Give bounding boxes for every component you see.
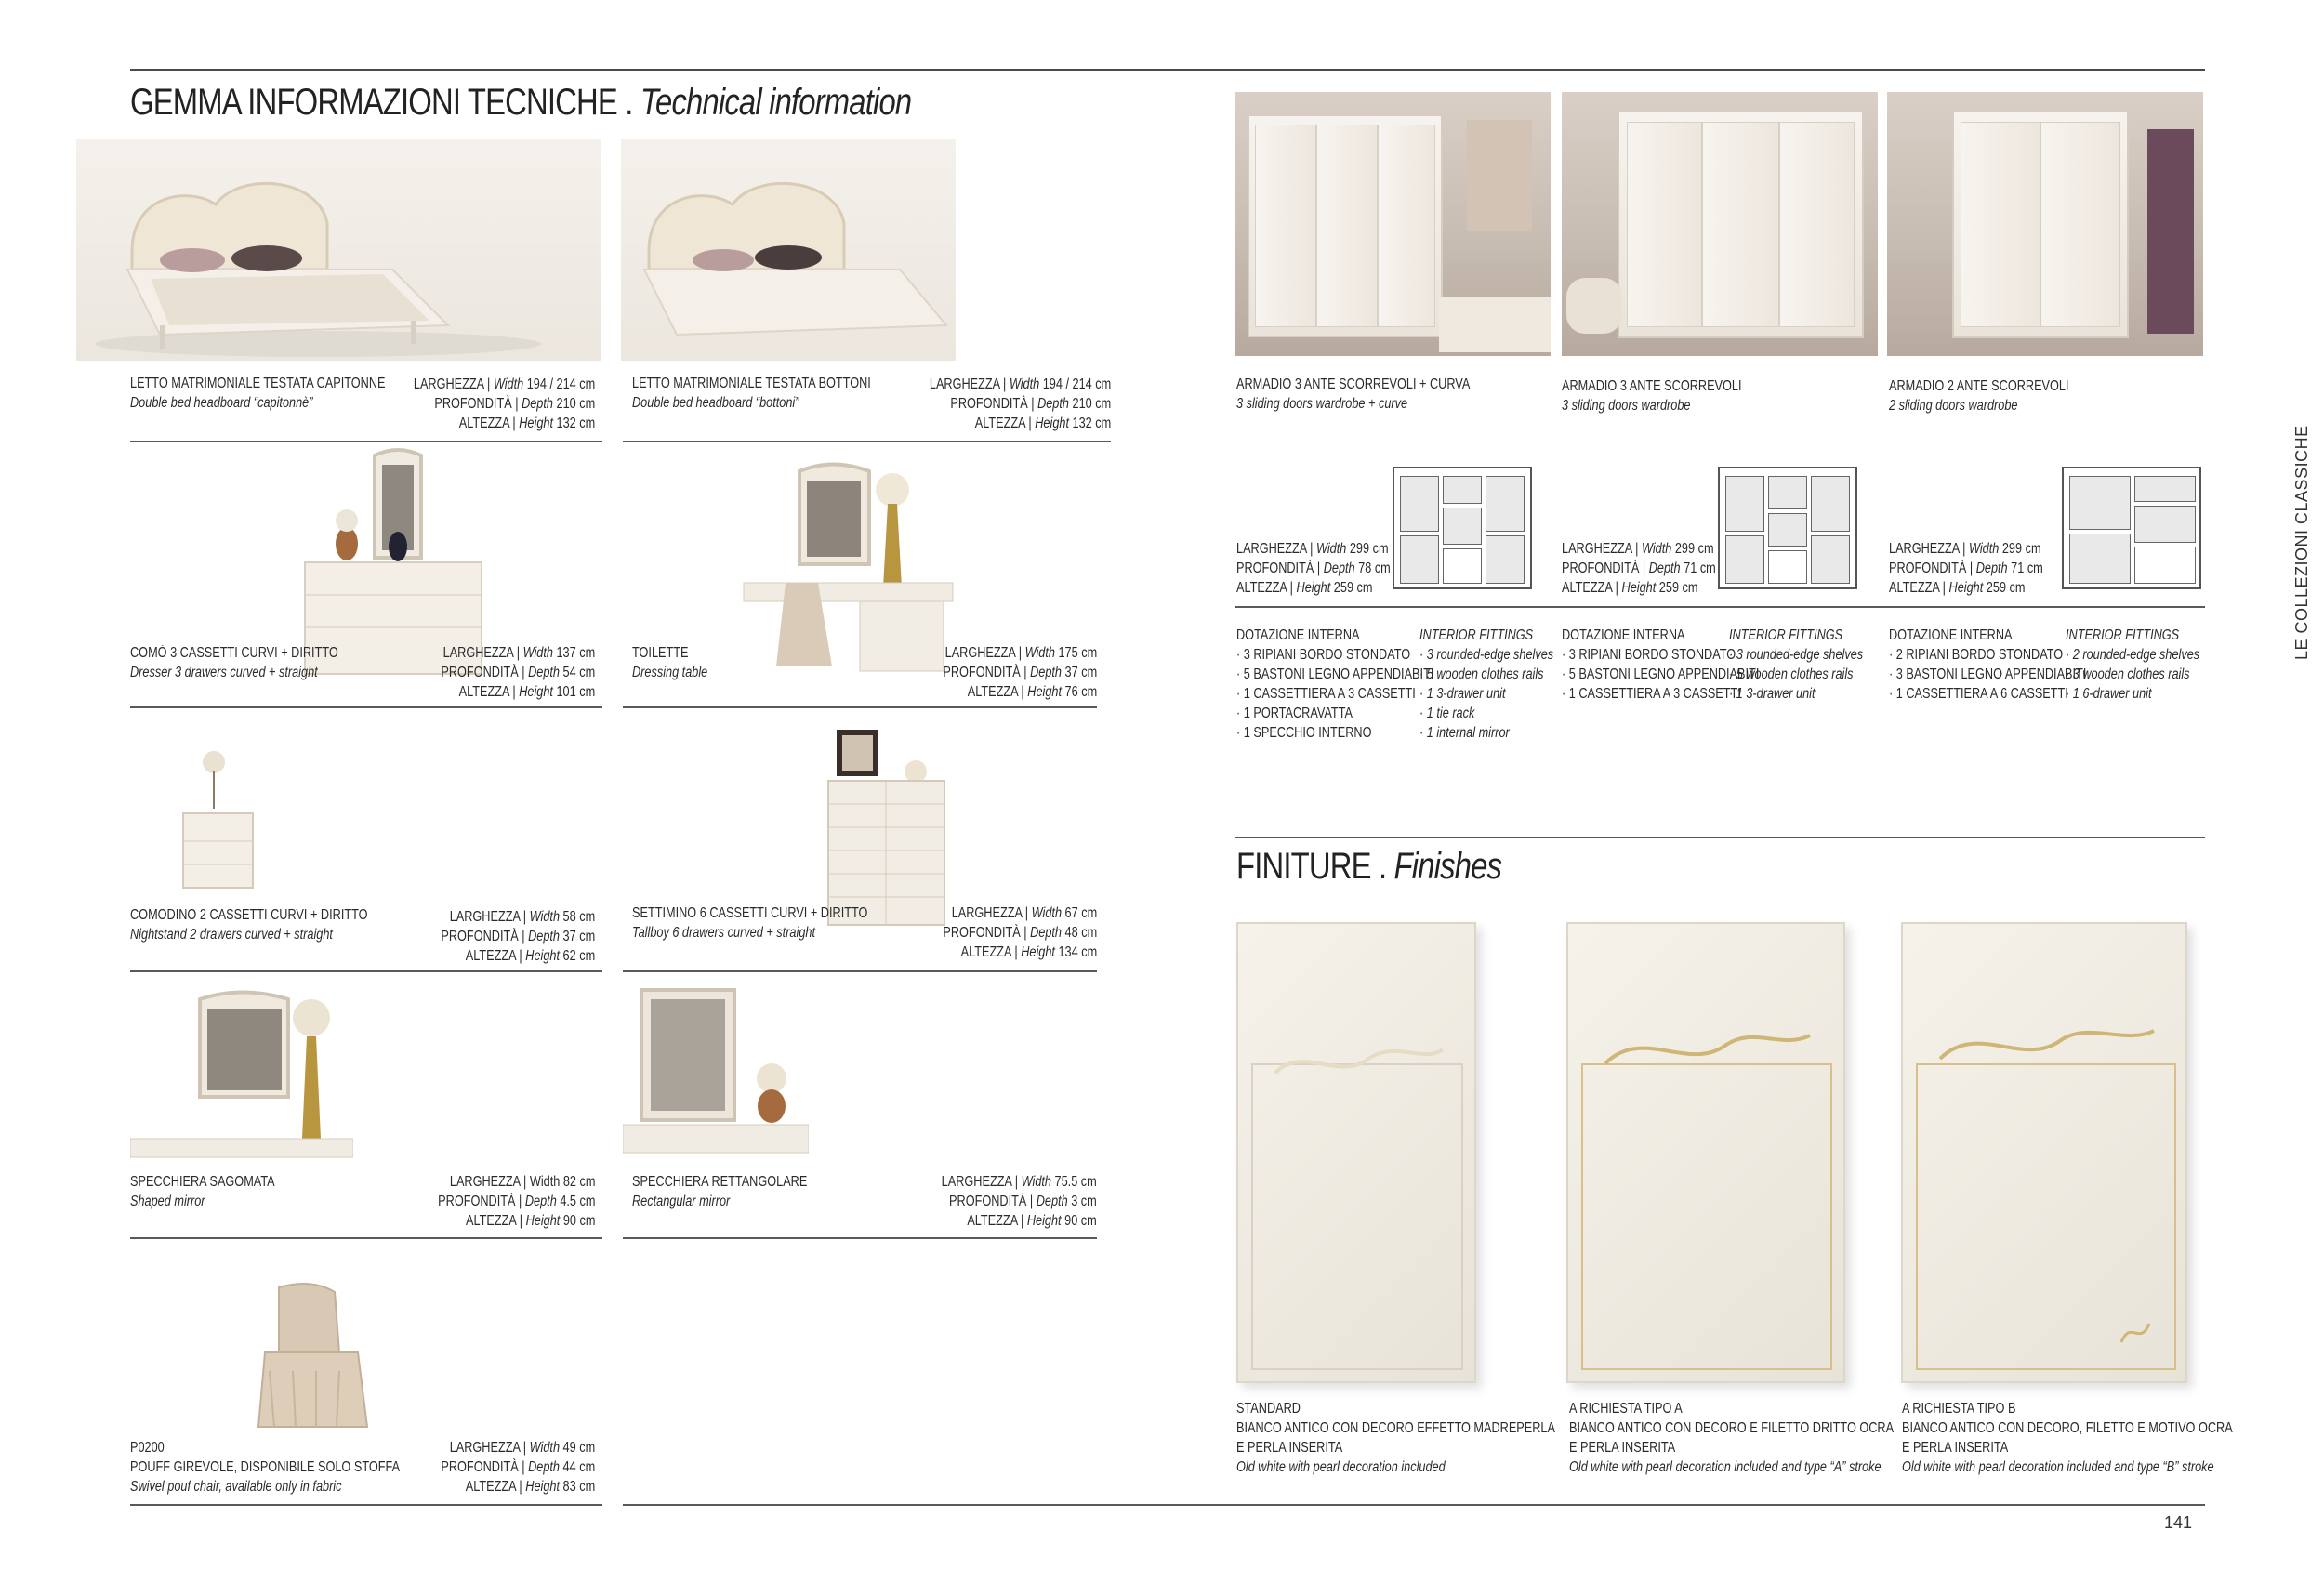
wardrobe-3-interior-diagram <box>2062 467 2201 589</box>
product-8-desc: Rectangular mirror <box>632 1193 731 1209</box>
product-9-desc: Swivel pouf chair, available only in fabric <box>130 1479 342 1495</box>
wardrobe-2-desc: 3 sliding doors wardrobe <box>1562 398 1691 414</box>
divider <box>623 1237 1097 1239</box>
product-3-name: COMÒ 3 CASSETTI CURVI + DIRITTO <box>130 645 338 661</box>
finishes-rule <box>1235 837 2205 838</box>
divider <box>130 441 602 442</box>
top-rule <box>130 69 2205 71</box>
product-4-dims: LARGHEZZA | Width 175 cm PROFONDITÀ | Depth 37 cm ALTEZZA | Height 76 cm <box>943 645 1097 700</box>
product-photo-bed-bottoni <box>621 139 956 361</box>
product-5-name: COMODINO 2 CASSETTI CURVI + DIRITTO <box>130 907 368 923</box>
wardrobe-2-interior-diagram <box>1718 467 1857 589</box>
wardrobe-3-dims: LARGHEZZA | Width 299 cm PROFONDITÀ | Depth 71 cm ALTEZZA | Height 259 cm <box>1889 541 2043 596</box>
product-9-name: POUFF GIREVOLE, DISPONIBILE SOLO STOFFA <box>130 1459 401 1475</box>
divider <box>130 706 602 708</box>
product-4-desc: Dressing table <box>632 665 708 680</box>
wardrobe-1-interior-diagram <box>1393 467 1532 589</box>
side-collection-label: LE COLLEZIONI CLASSICHE <box>2292 425 2311 660</box>
product-1-desc: Double bed headboard “capitonnè” <box>130 395 313 411</box>
product-8-name: SPECCHIERA RETTANGOLARE <box>632 1174 808 1190</box>
wardrobe-2-fittings-en: INTERIOR FITTINGS · 3 rounded-edge shelves · 5 wooden clothes rails · 1 3-drawer unit <box>1729 627 1864 702</box>
product-1-name: LETTO MATRIMONIALE TESTATA CAPITONNÈ <box>130 376 386 391</box>
product-photo-nightstand <box>172 744 265 892</box>
wardrobe-1-dims: LARGHEZZA | Width 299 cm PROFONDITÀ | Depth 78 cm ALTEZZA | Height 259 cm <box>1236 541 1391 596</box>
divider <box>623 706 1097 708</box>
product-3-dims: LARGHEZZA | Width 137 cm PROFONDITÀ | Depth 54 cm ALTEZZA | Height 101 cm <box>441 645 595 700</box>
product-5-desc: Nightstand 2 drawers curved + straight <box>130 927 333 943</box>
product-6-desc: Tallboy 6 drawers curved + straight <box>632 925 815 941</box>
wardrobe-3-name: ARMADIO 2 ANTE SCORREVOLI <box>1889 378 2069 394</box>
divider <box>130 1237 602 1239</box>
product-2-desc: Double bed headboard “bottoni” <box>632 395 799 411</box>
product-6-name: SETTIMINO 6 CASSETTI CURVI + DIRITTO <box>632 905 868 921</box>
wardrobe-2-dims: LARGHEZZA | Width 299 cm PROFONDITÀ | Depth 71 cm ALTEZZA | Height 259 cm <box>1562 541 1716 596</box>
finish-sample-standard <box>1236 922 1476 1383</box>
product-7-desc: Shaped mirror <box>130 1193 205 1209</box>
page-title: GEMMA INFORMAZIONI TECNICHE . Technical information <box>130 82 912 123</box>
divider <box>130 970 602 972</box>
product-2-name: LETTO MATRIMONIALE TESTATA BOTTONI <box>632 376 871 391</box>
finish-1-caption: STANDARD BIANCO ANTICO CON DECORO EFFETTO MADREPERLA E PERLA INSERITA Old white with pearl decoration included <box>1236 1401 1555 1475</box>
divider <box>623 441 1111 442</box>
product-7-name: SPECCHIERA SAGOMATA <box>130 1174 275 1190</box>
product-9-code: P0200 <box>130 1440 165 1456</box>
product-photo-toilette <box>730 457 962 690</box>
wardrobe-3-fittings-en: INTERIOR FITTINGS · 2 rounded-edge shelves · 3 wooden clothes rails · 1 6-drawer unit <box>2066 627 2200 702</box>
wardrobe-1-fittings-en: INTERIOR FITTINGS · 3 rounded-edge shelves · 5 wooden clothes rails · 1 3-drawer unit · 1 tie rack · 1 internal mirror <box>1419 627 1554 741</box>
divider <box>130 1504 602 1506</box>
finish-sample-tipo-a <box>1566 922 1845 1383</box>
wardrobe-1-name: ARMADIO 3 ANTE SCORREVOLI + CURVA <box>1236 376 1471 392</box>
page-number: 141 <box>2164 1513 2193 1532</box>
divider <box>623 970 1097 972</box>
wardrobe-2-fittings-it: DOTAZIONE INTERNA · 3 RIPIANI BORDO STONDATO · 5 BASTONI LEGNO APPENDIABITI · 1 CASSETTIERA A 3 CASSETTI <box>1562 627 1760 702</box>
product-photo-rect-mirror <box>623 985 809 1157</box>
product-2-dims: LARGHEZZA | Width 194 / 214 cm PROFONDITÀ | Depth 210 cm ALTEZZA | Height 132 cm <box>929 376 1111 431</box>
finish-3-caption: A RICHIESTA TIPO B BIANCO ANTICO CON DECORO, FILETTO E MOTIVO OCRA E PERLA INSERITA Old white with pearl decoration included and type “B” stroke <box>1902 1401 2233 1475</box>
finish-2-caption: A RICHIESTA TIPO A BIANCO ANTICO CON DECORO E FILETTO DRITTO OCRA E PERLA INSERITA Old white with pearl decoration included and type “A” stroke <box>1569 1401 1895 1475</box>
product-4-name: TOILETTE <box>632 645 689 661</box>
wardrobe-photo-2 <box>1562 92 1878 356</box>
wardrobe-1-desc: 3 sliding doors wardrobe + curve <box>1236 396 1408 412</box>
wardrobe-1-fittings-it: DOTAZIONE INTERNA · 3 RIPIANI BORDO STONDATO · 5 BASTONI LEGNO APPENDIABITI · 1 CASSETTIERA A 3 CASSETTI · 1 PORTACRAVATTA · 1 SPECCHIO INTERNO <box>1236 627 1434 741</box>
wardrobe-photo-1 <box>1235 92 1551 356</box>
wardrobe-2-name: ARMADIO 3 ANTE SCORREVOLI <box>1562 378 1742 394</box>
product-6-dims: LARGHEZZA | Width 67 cm PROFONDITÀ | Depth 48 cm ALTEZZA | Height 134 cm <box>943 905 1097 960</box>
divider <box>1235 606 2205 608</box>
bottom-rule <box>623 1504 2205 1506</box>
product-photo-bed-capitonne <box>76 139 601 361</box>
wardrobe-photo-3 <box>1887 92 2203 356</box>
product-3-desc: Dresser 3 drawers curved + straight <box>130 665 318 680</box>
product-8-dims: LARGHEZZA | Width 75.5 cm PROFONDITÀ | Depth 3 cm ALTEZZA | Height 90 cm <box>941 1174 1097 1229</box>
product-photo-tallboy <box>823 720 953 930</box>
product-photo-pouf-chair <box>251 1278 381 1434</box>
finish-sample-tipo-b <box>1901 922 2187 1383</box>
product-1-dims: LARGHEZZA | Width 194 / 214 cm PROFONDITÀ | Depth 210 cm ALTEZZA | Height 132 cm <box>413 376 595 431</box>
product-7-dims: LARGHEZZA | Width 82 cm PROFONDITÀ | Depth 4.5 cm ALTEZZA | Height 90 cm <box>437 1174 595 1229</box>
product-9-dims: LARGHEZZA | Width 49 cm PROFONDITÀ | Depth 44 cm ALTEZZA | Height 83 cm <box>441 1440 595 1495</box>
product-5-dims: LARGHEZZA | Width 58 cm PROFONDITÀ | Depth 37 cm ALTEZZA | Height 62 cm <box>441 909 595 964</box>
wardrobe-3-desc: 2 sliding doors wardrobe <box>1889 398 2018 414</box>
wardrobe-3-fittings-it: DOTAZIONE INTERNA · 2 RIPIANI BORDO STONDATO · 3 BASTONI LEGNO APPENDIABITI · 1 CASSETTIERA A 6 CASSETTI <box>1889 627 2087 702</box>
finishes-title: FINITURE . Finishes <box>1236 846 1502 887</box>
product-photo-shaped-mirror <box>130 985 353 1160</box>
